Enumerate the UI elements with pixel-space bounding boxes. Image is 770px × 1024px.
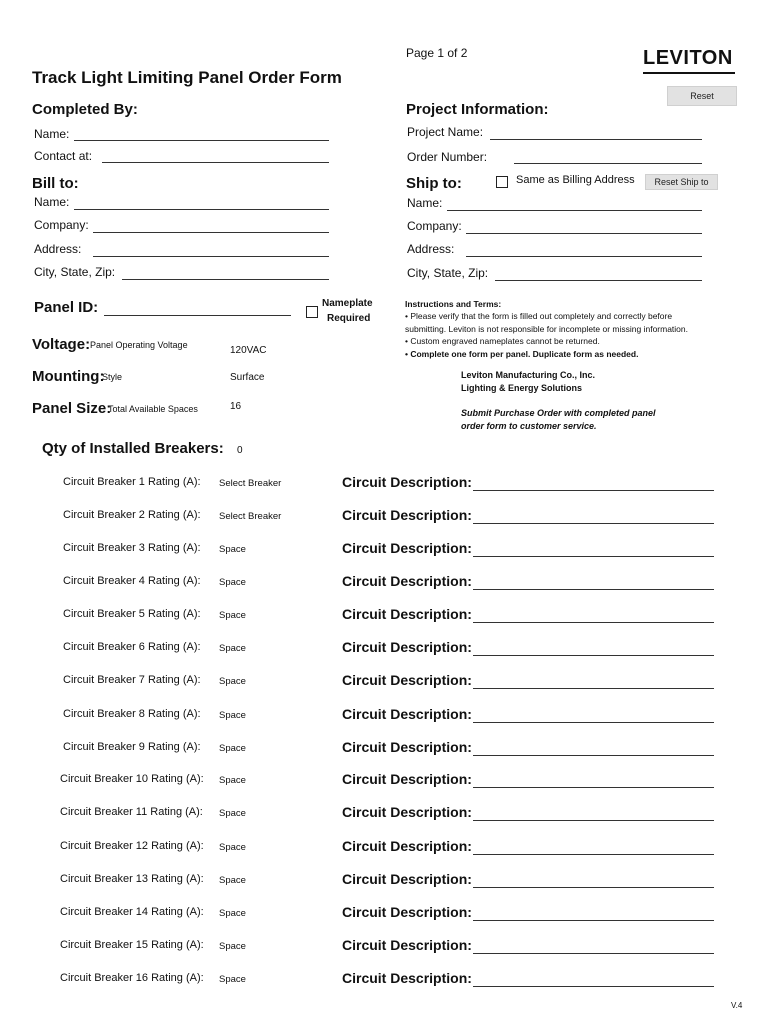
project-name-label: Project Name: — [407, 125, 484, 139]
breaker-rating-select[interactable]: Space — [219, 941, 246, 952]
circuit-description-field[interactable] — [473, 722, 714, 723]
panel-id-label: Panel ID: — [34, 299, 99, 316]
circuit-description-label: Circuit Description: — [342, 639, 472, 655]
circuit-description-label: Circuit Description: — [342, 970, 472, 986]
mounting-label: Mounting: — [32, 368, 105, 385]
circuit-description-field[interactable] — [473, 655, 714, 656]
circuit-description-field[interactable] — [473, 920, 714, 921]
bill-to-heading: Bill to: — [32, 175, 79, 192]
circuit-description-field[interactable] — [473, 820, 714, 821]
circuit-description-label: Circuit Description: — [342, 540, 472, 556]
circuit-description-field[interactable] — [473, 523, 714, 524]
mounting-select[interactable]: Surface — [230, 372, 265, 383]
page-indicator: Page 1 of 2 — [406, 46, 468, 60]
ship-address-label: Address: — [407, 242, 455, 256]
panel-size-sub-label: Total Available Spaces — [108, 404, 198, 414]
circuit-description-label: Circuit Description: — [342, 804, 472, 820]
completed-name-label: Name: — [34, 127, 70, 141]
nameplate-label: Nameplate — [322, 298, 373, 309]
breaker-rating-label: Circuit Breaker 14 Rating (A): — [60, 906, 204, 918]
breaker-rating-label: Circuit Breaker 1 Rating (A): — [63, 476, 201, 488]
bill-csz-label: City, State, Zip: — [34, 265, 116, 279]
breaker-rating-label: Circuit Breaker 7 Rating (A): — [63, 674, 201, 686]
reset-ship-to-button[interactable]: Reset Ship to — [645, 174, 718, 190]
breaker-rating-label: Circuit Breaker 12 Rating (A): — [60, 840, 204, 852]
logo-underline — [643, 72, 735, 74]
mounting-sub-label: Style — [102, 372, 123, 382]
ship-address-field[interactable] — [466, 256, 702, 257]
breaker-rating-select[interactable]: Select Breaker — [219, 511, 282, 522]
breaker-rating-select[interactable]: Space — [219, 643, 246, 654]
breaker-rating-label: Circuit Breaker 4 Rating (A): — [63, 575, 201, 587]
voltage-sub-label: Panel Operating Voltage — [90, 340, 188, 350]
bill-company-field[interactable] — [93, 232, 329, 233]
bill-name-field[interactable] — [74, 209, 329, 210]
breaker-rating-select[interactable]: Select Breaker — [219, 478, 282, 489]
voltage-label: Voltage: — [32, 336, 91, 353]
ship-to-heading: Ship to: — [406, 175, 462, 192]
breaker-rating-select[interactable]: Space — [219, 974, 246, 985]
ship-csz-field[interactable] — [495, 280, 702, 281]
bill-address-field[interactable] — [93, 256, 329, 257]
breaker-rating-label: Circuit Breaker 5 Rating (A): — [63, 608, 201, 620]
leviton-logo: LEVITON — [643, 47, 733, 69]
breaker-rating-select[interactable]: Space — [219, 610, 246, 621]
circuit-description-label: Circuit Description: — [342, 739, 472, 755]
circuit-description-field[interactable] — [473, 953, 714, 954]
instructions-line-3: • Custom engraved nameplates cannot be returned. — [405, 336, 600, 347]
breaker-rating-label: Circuit Breaker 13 Rating (A): — [60, 873, 204, 885]
ship-company-label: Company: — [407, 219, 462, 233]
panel-id-field[interactable] — [104, 315, 291, 316]
company-division: Lighting & Energy Solutions — [461, 382, 582, 393]
circuit-description-label: Circuit Description: — [342, 904, 472, 920]
nameplate-required-checkbox[interactable] — [306, 306, 318, 318]
company-block — [461, 369, 595, 394]
breaker-rating-label: Circuit Breaker 8 Rating (A): — [63, 708, 201, 720]
breaker-rating-label: Circuit Breaker 6 Rating (A): — [63, 641, 201, 653]
circuit-description-label: Circuit Description: — [342, 706, 472, 722]
breaker-rating-select[interactable]: Space — [219, 710, 246, 721]
form-title: Track Light Limiting Panel Order Form — [32, 68, 342, 87]
bill-address-label: Address: — [34, 242, 82, 256]
breaker-rating-label: Circuit Breaker 15 Rating (A): — [60, 939, 204, 951]
breaker-rating-label: Circuit Breaker 16 Rating (A): — [60, 972, 204, 984]
ship-company-field[interactable] — [466, 233, 702, 234]
qty-breakers-label: Qty of Installed Breakers: — [42, 440, 224, 457]
ship-name-field[interactable] — [447, 210, 702, 211]
submit-note-line-2: order form to customer service. — [461, 420, 597, 431]
circuit-description-field[interactable] — [473, 622, 714, 623]
breaker-rating-select[interactable]: Space — [219, 875, 246, 886]
circuit-description-field[interactable] — [473, 887, 714, 888]
ship-name-label: Name: — [407, 196, 443, 210]
breaker-rating-select[interactable]: Space — [219, 676, 246, 687]
instructions-block — [405, 298, 688, 360]
circuit-description-label: Circuit Description: — [342, 606, 472, 622]
project-name-field[interactable] — [490, 139, 702, 140]
circuit-description-field[interactable] — [473, 986, 714, 987]
circuit-description-label: Circuit Description: — [342, 838, 472, 854]
circuit-description-field[interactable] — [473, 787, 714, 788]
instructions-title: Instructions and Terms: — [405, 299, 502, 309]
project-info-heading: Project Information: — [406, 101, 549, 118]
submit-note-line-1: Submit Purchase Order with completed panel — [461, 408, 656, 418]
circuit-description-label: Circuit Description: — [342, 871, 472, 887]
bill-csz-field[interactable] — [122, 279, 329, 280]
breaker-rating-label: Circuit Breaker 9 Rating (A): — [63, 741, 201, 753]
panel-size-label: Panel Size: — [32, 400, 112, 417]
completed-name-field[interactable] — [74, 140, 329, 141]
circuit-description-field[interactable] — [473, 755, 714, 756]
breaker-rating-label: Circuit Breaker 11 Rating (A): — [60, 806, 203, 818]
breaker-rating-select[interactable]: Space — [219, 808, 246, 819]
breaker-rating-label: Circuit Breaker 2 Rating (A): — [63, 509, 201, 521]
order-number-label: Order Number: — [407, 150, 488, 164]
qty-breakers-value: 0 — [237, 445, 243, 456]
circuit-description-field[interactable] — [473, 589, 714, 590]
breaker-rating-select[interactable]: Space — [219, 544, 246, 555]
breaker-rating-select[interactable]: Space — [219, 743, 246, 754]
contact-field[interactable] — [102, 162, 329, 163]
bill-name-label: Name: — [34, 195, 70, 209]
company-name: Leviton Manufacturing Co., Inc. — [461, 370, 596, 380]
breaker-rating-select[interactable]: Space — [219, 577, 246, 588]
circuit-description-field[interactable] — [473, 688, 714, 689]
panel-size-select[interactable]: 16 — [230, 401, 242, 412]
circuit-description-field[interactable] — [473, 556, 714, 557]
instructions-line-2: submitting. Leviton is not responsible for incomplete or missing information. — [405, 323, 688, 334]
submit-note — [461, 407, 656, 432]
circuit-description-label: Circuit Description: — [342, 474, 472, 490]
instructions-line-1: • Please verify that the form is filled out completely and correctly before — [405, 311, 673, 322]
completed-by-heading: Completed By: — [32, 101, 138, 118]
voltage-select[interactable]: 120VAC — [230, 345, 267, 356]
ship-csz-label: City, State, Zip: — [407, 266, 489, 280]
same-as-billing-label: Same as Billing Address — [516, 174, 635, 186]
reset-button[interactable]: Reset — [667, 86, 737, 106]
breaker-rating-select[interactable]: Space — [219, 842, 246, 853]
instructions-line-4: • Complete one form per panel. Duplicate form as needed. — [405, 348, 639, 359]
circuit-description-field[interactable] — [473, 490, 714, 491]
breaker-rating-label: Circuit Breaker 10 Rating (A): — [60, 773, 204, 785]
circuit-description-label: Circuit Description: — [342, 507, 472, 523]
bill-company-label: Company: — [34, 218, 89, 232]
circuit-description-field[interactable] — [473, 854, 714, 855]
breaker-rating-select[interactable]: Space — [219, 908, 246, 919]
circuit-description-label: Circuit Description: — [342, 771, 472, 787]
same-as-billing-checkbox[interactable] — [496, 176, 508, 188]
order-number-field[interactable] — [514, 163, 702, 164]
circuit-description-label: Circuit Description: — [342, 937, 472, 953]
circuit-description-label: Circuit Description: — [342, 672, 472, 688]
circuit-description-label: Circuit Description: — [342, 573, 472, 589]
breaker-rating-select[interactable]: Space — [219, 775, 246, 786]
contact-label: Contact at: — [34, 149, 93, 163]
required-label: Required — [327, 313, 371, 324]
breaker-rating-label: Circuit Breaker 3 Rating (A): — [63, 542, 201, 554]
version-label: V.4 — [731, 1001, 743, 1010]
